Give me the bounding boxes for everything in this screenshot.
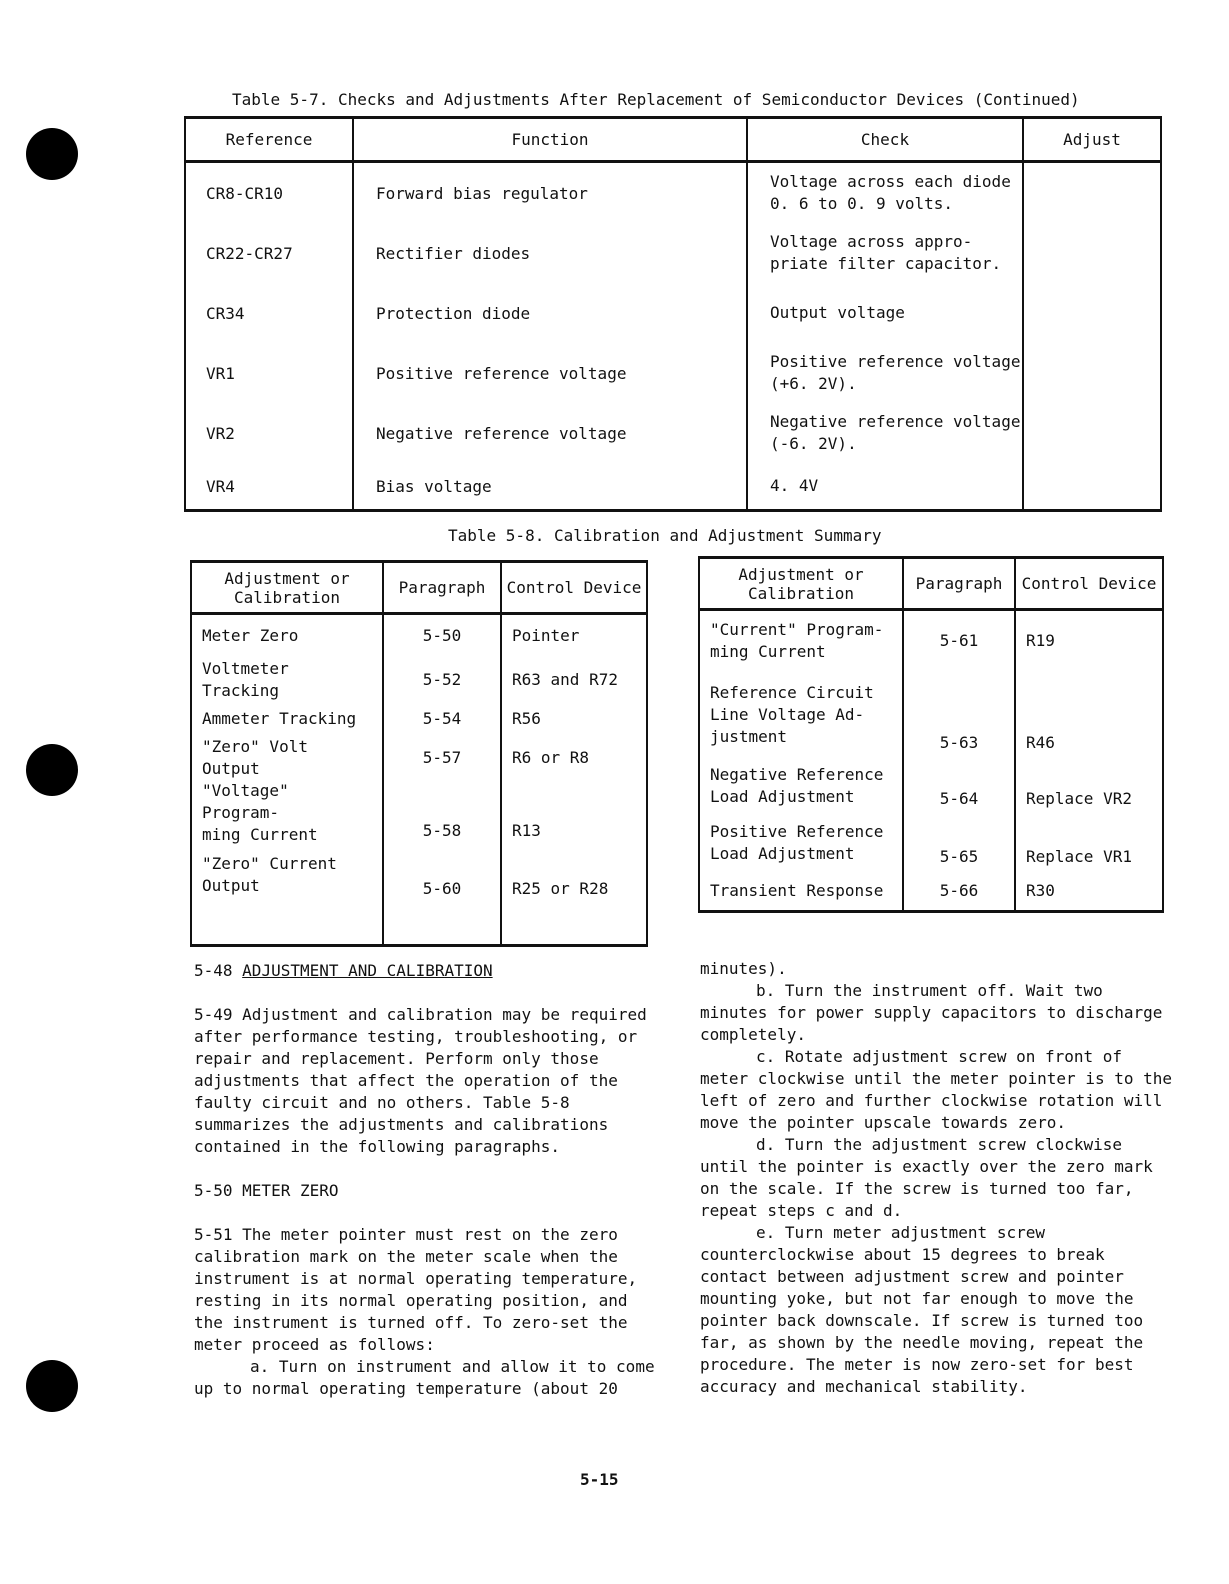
table-row (699, 672, 1163, 758)
function-cell: Protection diode (353, 283, 747, 343)
item-cell: "Current" Program- ming Current (699, 610, 903, 672)
check-cell: Voltage across appro-priate filter capacitor. (747, 223, 1023, 283)
item-cell: Meter Zero (191, 614, 383, 658)
paragraph-cell: 5-63 (903, 672, 1015, 758)
table-5-7 (184, 116, 1162, 512)
table-row (699, 610, 1163, 672)
section-heading-5-48 (194, 960, 664, 982)
item-cell: Transient Response (699, 872, 903, 912)
step-e: e. Turn meter adjustment screw counterclockwise about 15 degrees to break contact between adjustment screw and pointer mounting yoke, but not far enough to move the pointer back downscale. If screw is turned too far, as shown by the needle moving, repeat the procedure. The meter is now zero-set for best accuracy and mechanical stability. (700, 1223, 1144, 1396)
page-number: 5-15 (580, 1470, 619, 1489)
check-cell: Negative reference voltage (-6. 2V). (747, 403, 1023, 463)
column-header: Paragraph (903, 558, 1015, 610)
step-c: c. Rotate adjustment screw on front of meter clockwise until the meter pointer is to the left of zero and further clockwise rotation will move the pointer upscale towards zero. (700, 1047, 1173, 1132)
table-row (185, 463, 1161, 511)
paragraph-5-51 (194, 1224, 664, 1400)
binder-hole-middle (26, 744, 78, 796)
paragraph-cell: 5-58 (383, 780, 501, 846)
paragraph-cell: 5-60 (383, 846, 501, 904)
table-row-blank (191, 904, 647, 946)
table-row (191, 736, 647, 780)
table-row (185, 403, 1161, 463)
column-header: Reference (185, 118, 353, 162)
adjust-cell (1023, 463, 1161, 511)
item-cell: Voltmeter Tracking (191, 658, 383, 702)
check-cell: Output voltage (747, 283, 1023, 343)
adjust-cell (1023, 343, 1161, 403)
item-cell: Ammeter Tracking (191, 702, 383, 736)
function-cell: Positive reference voltage (353, 343, 747, 403)
device-cell: R46 (1015, 672, 1163, 758)
column-header: Function (353, 118, 747, 162)
item-cell: "Zero" Current Output (191, 846, 383, 904)
paragraph-cell: 5-54 (383, 702, 501, 736)
item-cell: "Zero" Volt Output (191, 736, 383, 780)
paragraph-cell: 5-57 (383, 736, 501, 780)
device-cell: R25 or R28 (501, 846, 647, 904)
function-cell: Forward bias regulator (353, 162, 747, 224)
column-header: Adjustment or Calibration (699, 558, 903, 610)
table-row (185, 223, 1161, 283)
device-cell: Replace VR1 (1015, 814, 1163, 872)
device-cell: R19 (1015, 610, 1163, 672)
left-text-column (194, 960, 664, 1400)
function-cell: Negative reference voltage (353, 403, 747, 463)
table-row (185, 283, 1161, 343)
column-header: Control Device (1015, 558, 1163, 610)
table-row (191, 614, 647, 658)
right-text-column (700, 958, 1174, 1398)
adjust-cell (1023, 162, 1161, 224)
device-cell: R13 (501, 780, 647, 846)
table-row (191, 702, 647, 736)
table-5-8-left (190, 560, 648, 947)
item-cell: Reference Circuit Line Voltage Ad- justment (699, 672, 903, 758)
table-row (191, 658, 647, 702)
column-header: Paragraph (383, 562, 501, 614)
section-title: ADJUSTMENT AND CALIBRATION (242, 961, 493, 980)
item-cell: Negative Reference Load Adjustment (699, 758, 903, 814)
paragraph-text: 5-51 The meter pointer must rest on the zero calibration mark on the meter scale when the instrument is at normal operating temperature, resting in its normal operating position, and the instrument is turned off. To zero-set the meter proceed as follows: (194, 1225, 638, 1354)
binder-hole-top (26, 128, 78, 180)
device-cell: Replace VR2 (1015, 758, 1163, 814)
device-cell: R63 and R72 (501, 658, 647, 702)
paragraph-cell: 5-61 (903, 610, 1015, 672)
reference-cell: CR8-CR10 (185, 162, 353, 224)
table-row (191, 780, 647, 846)
table-row (185, 343, 1161, 403)
device-cell: R6 or R8 (501, 736, 647, 780)
reference-cell: VR4 (185, 463, 353, 511)
paragraph-5-49: 5-49 Adjustment and calibration may be required after performance testing, troubleshooting, or repair and replacement. Perform only those adjustments that affect the operation of the faulty circuit and no others. Table 5-8 summarizes the adjustments and calibrations contained in the following paragraphs. (194, 1005, 647, 1156)
device-cell: R56 (501, 702, 647, 736)
table-5-8-right (698, 556, 1164, 913)
column-header: Adjustment or Calibration (191, 562, 383, 614)
table-row (699, 758, 1163, 814)
device-cell: R30 (1015, 872, 1163, 912)
item-cell: "Voltage" Program- ming Current (191, 780, 383, 846)
function-cell: Rectifier diodes (353, 223, 747, 283)
reference-cell: CR34 (185, 283, 353, 343)
table-row (699, 814, 1163, 872)
item-cell: Positive Reference Load Adjustment (699, 814, 903, 872)
adjust-cell (1023, 283, 1161, 343)
adjust-cell (1023, 223, 1161, 283)
paragraph-cell: 5-52 (383, 658, 501, 702)
paragraph-cell: 5-66 (903, 872, 1015, 912)
column-header: Adjust (1023, 118, 1161, 162)
continuation-text: minutes). (700, 959, 787, 978)
check-cell: Positive reference voltage (+6. 2V). (747, 343, 1023, 403)
table-row (191, 846, 647, 904)
binder-hole-bottom (26, 1360, 78, 1412)
table-5-7-caption: Table 5-7. Checks and Adjustments After Replacement of Semiconductor Devices (Continued) (232, 90, 1080, 109)
section-number: 5-48 (194, 961, 233, 980)
reference-cell: VR2 (185, 403, 353, 463)
reference-cell: VR1 (185, 343, 353, 403)
adjust-cell (1023, 403, 1161, 463)
function-cell: Bias voltage (353, 463, 747, 511)
paragraph-cell: 5-50 (383, 614, 501, 658)
table-row (185, 162, 1161, 224)
step-a: a. Turn on instrument and allow it to come up to normal operating temperature (about 20 (194, 1357, 655, 1398)
reference-cell: CR22-CR27 (185, 223, 353, 283)
section-heading-5-50: 5-50 METER ZERO (194, 1181, 339, 1200)
column-header: Control Device (501, 562, 647, 614)
table-5-8-caption: Table 5-8. Calibration and Adjustment Summary (448, 526, 882, 545)
check-cell: 4. 4V (747, 463, 1023, 511)
check-cell: Voltage across each diode 0. 6 to 0. 9 volts. (747, 162, 1023, 224)
column-header: Check (747, 118, 1023, 162)
paragraph-cell: 5-65 (903, 814, 1015, 872)
device-cell: Pointer (501, 614, 647, 658)
step-b: b. Turn the instrument off. Wait two minutes for power supply capacitors to discharge completely. (700, 981, 1163, 1044)
table-row (699, 872, 1163, 912)
step-d: d. Turn the adjustment screw clockwise until the pointer is exactly over the zero mark on the scale. If the screw is turned too far, repeat steps c and d. (700, 1135, 1153, 1220)
paragraph-cell: 5-64 (903, 758, 1015, 814)
